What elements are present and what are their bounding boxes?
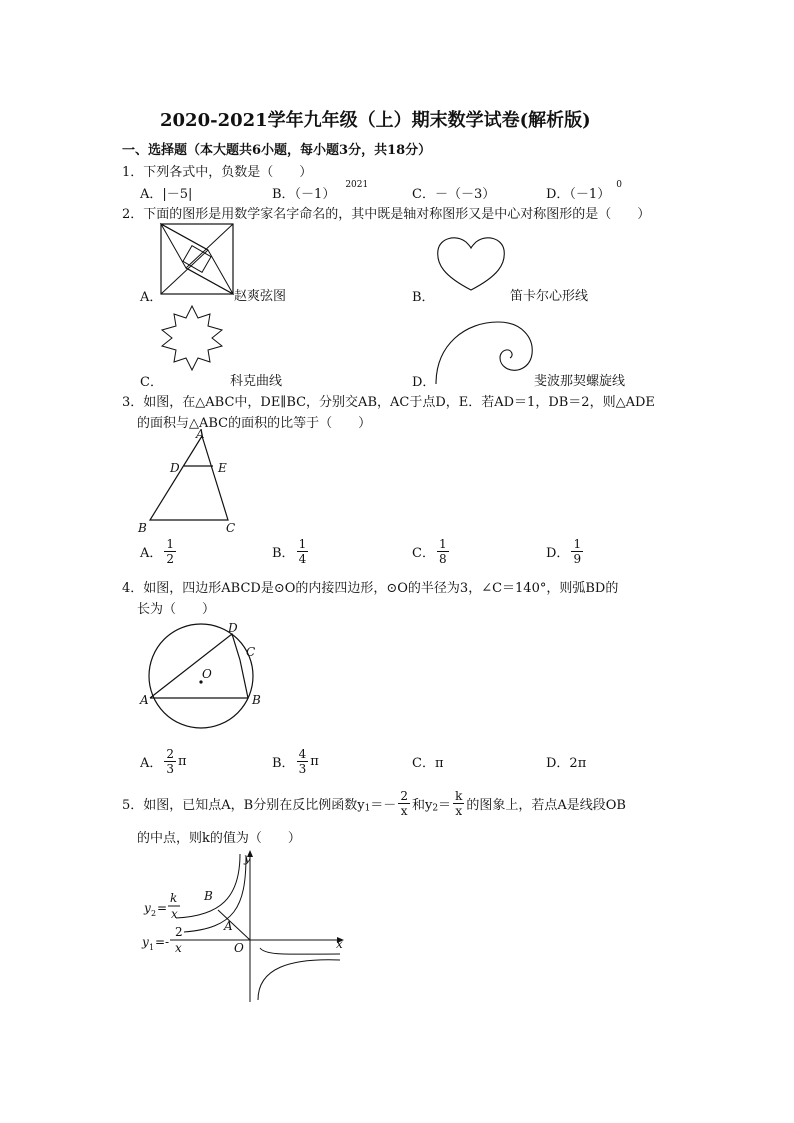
q5-label-a: A [224,919,233,933]
q2-option-b-caption: 笛卡尔心形线 [510,289,589,304]
q4-option-c: C．π [412,756,444,771]
q3-option-b: B． $\frac{1}{4}$ [272,537,307,566]
question-1-stem: 1．下列各式中，负数是（ ） [122,165,313,180]
q1-option-d: D．$(-1)^0$ [546,179,622,202]
q4-option-d: D．2π [546,756,587,771]
question-5-line1: 5．如图，已知点A，B分别在反比例函数$y_1=-$ $\frac{2}{x}$ 和$y_2=$ $\frac{k}{x}$ 的图象上，若点A是线段OB [122,789,626,818]
q4-label-a: A [140,693,149,707]
q5-label-y2-eq: = [157,901,168,915]
q4-label-c: C [246,645,256,659]
q1-option-a: A．|－5| [140,187,193,202]
q5-label-k: k [170,891,178,905]
fibonacci-spiral [432,318,536,386]
triangle-abc-figure [136,426,246,536]
q3-option-d: D． $\frac{1}{9}$ [546,537,582,566]
q5-label-x: x [336,937,343,951]
page-title: 2020-2021学年九年级（上）期末数学试卷(解析版) [160,110,591,131]
q5-label-y1-sub: 1 [149,943,155,952]
q3-label-a: A [196,427,205,441]
q5-label-y: y [244,851,251,865]
q2-option-c-letter: C． [140,375,163,390]
q5-label-y2: y [144,901,151,915]
q4-label-d: D [228,621,238,635]
q3-label-e: E [218,461,227,475]
q3-option-a: A． $\frac{1}{2}$ [140,537,175,566]
q3-option-c: C． $\frac{1}{8}$ [412,537,447,566]
q4-option-b: B． $\frac{4}{3}$ π [272,747,319,776]
question-3-line2: 的面积与△ABC的面积的比等于（ ） [137,416,372,431]
inscribed-quadrilateral-figure [136,618,266,728]
q4-label-b: B [252,693,261,707]
section-heading: 一、选择题（本大题共6小题，每小题3分，共18分） [122,143,432,158]
q5-label-k-den: x [171,907,178,921]
q2-option-d-caption: 斐波那契螺旋线 [534,374,626,389]
q5-label-x-den: x [175,941,182,955]
q2-option-d-letter: D． [412,375,436,390]
question-4-line1: 4．如图，四边形ABCD是⊙O的内接四边形，⊙O的半径为3，∠C＝140°，则弧BD的 [122,581,619,596]
q5-label-y2-sub: 2 [151,909,157,918]
q1-option-c: C．－（－3） [412,187,496,202]
q5-label-y1-eq: =- [155,935,170,949]
q5-label-two: 2 [175,925,183,939]
zhao-shuang-diagram [160,223,236,295]
q4-option-a: A． $\frac{2}{3}$ π [140,747,187,776]
question-5-line2: 的中点，则k的值为（ ） [137,831,301,846]
q3-label-c: C [226,521,236,535]
q2-option-a-letter: A． [140,290,163,305]
question-2-stem: 2．下面的图形是用数学家名字命名的，其中既是轴对称图形又是中心对称图形的是（ ） [122,207,651,222]
inverse-function-graph [140,848,350,1004]
q1-option-b: B．$(-1)^{2021}$ [272,179,369,202]
koch-snowflake [158,304,226,372]
q3-label-b: B [138,521,147,535]
q5-label-b: B [204,889,213,903]
q5-label-y1: y [142,935,149,949]
q2-option-c-caption: 科克曲线 [230,374,283,389]
q4-label-o: O [202,667,212,681]
q2-option-b-letter: B． [412,290,435,305]
cardioid-curve [436,232,506,292]
question-4-line2: 长为（ ） [137,602,216,617]
q3-label-d: D [170,461,180,475]
q5-label-o: O [234,941,244,955]
question-3-line1: 3．如图，在△ABC中，DE∥BC，分别交AB，AC于点D，E．若AD＝1，DB＝2，则△ADE [122,395,655,410]
q2-option-a-caption: 赵爽弦图 [234,289,287,304]
